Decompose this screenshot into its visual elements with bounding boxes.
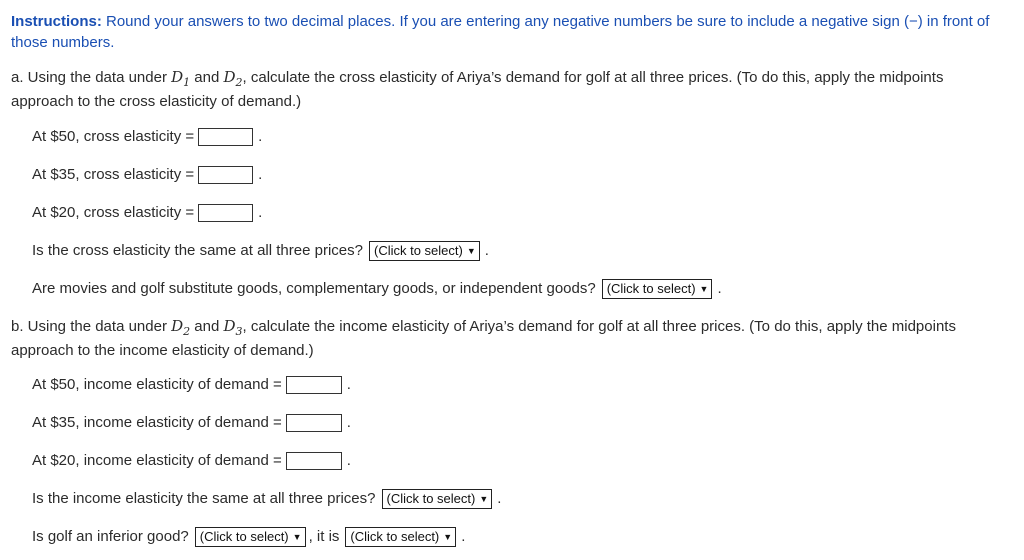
instructions — [11, 11, 991, 53]
income-elasticity-35-row — [32, 412, 351, 434]
d3-symbol: $D_3$ — [223, 317, 243, 338]
cross-elasticity-35-input[interactable] — [198, 166, 253, 184]
income-elasticity-20-input[interactable] — [286, 452, 342, 470]
goods-type-select[interactable] — [602, 279, 713, 299]
instructions-text: Round your answers to two decimal places. If you are entering any negative numbers be sure to include a negative sign (−) in front of those numbers. — [11, 13, 990, 51]
part-b-intro-text-1: b. Using the data under — [11, 318, 172, 335]
part-b-and: and — [190, 318, 224, 335]
part-b-intro — [11, 315, 991, 362]
income-elasticity-50-row — [32, 374, 351, 396]
period: . — [346, 376, 351, 393]
part-b-intro-text-2: , calculate the income elasticity of Ariya’s demand for golf at all three prices. (To do this, apply the midpoints approach to the income elasticity of demand.) — [11, 318, 956, 359]
cross-elasticity-35-row — [32, 164, 262, 186]
income-elasticity-50-input[interactable] — [286, 376, 342, 394]
income-same-row — [32, 488, 501, 510]
cross-elasticity-35-label: At $35, cross elasticity = — [32, 166, 195, 183]
part-a-intro — [11, 66, 991, 113]
period: . — [258, 166, 263, 183]
cross-elasticity-20-input[interactable] — [198, 204, 253, 222]
income-elasticity-20-label: At $20, income elasticity of demand = — [32, 452, 282, 469]
select-value: (Click to select) — [373, 243, 463, 258]
good-type-select[interactable] — [345, 527, 456, 547]
d2-symbol: $D_2$ — [223, 68, 243, 89]
income-same-question: Is the income elasticity the same at all three prices? — [32, 490, 376, 507]
cross-same-select[interactable] — [369, 241, 480, 261]
cross-elasticity-20-label: At $20, cross elasticity = — [32, 204, 195, 221]
period: . — [346, 414, 351, 431]
inferior-good-row — [32, 526, 465, 548]
goods-type-row — [32, 278, 722, 300]
instructions-label: Instructions: — [11, 13, 102, 30]
period: . — [346, 452, 351, 469]
d1-symbol: $D_1$ — [171, 68, 191, 89]
period: . — [258, 128, 263, 145]
period: . — [717, 280, 722, 297]
cross-same-question: Is the cross elasticity the same at all three prices? — [32, 242, 363, 259]
income-elasticity-20-row — [32, 450, 351, 472]
cross-same-row — [32, 240, 489, 262]
cross-elasticity-50-input[interactable] — [198, 128, 253, 146]
period: . — [461, 528, 466, 545]
select-value: (Click to select) — [350, 529, 440, 544]
period: . — [484, 242, 489, 259]
it-is-text: , it is — [308, 528, 340, 545]
income-elasticity-50-label: At $50, income elasticity of demand = — [32, 376, 282, 393]
goods-type-question: Are movies and golf substitute goods, complementary goods, or independent goods? — [32, 280, 596, 297]
chevron-down-icon: ▼ — [443, 531, 453, 542]
cross-elasticity-50-row — [32, 126, 262, 148]
cross-elasticity-20-row — [32, 202, 262, 224]
chevron-down-icon: ▼ — [292, 531, 302, 542]
inferior-good-question: Is golf an inferior good? — [32, 528, 189, 545]
chevron-down-icon: ▼ — [479, 493, 489, 504]
d2-symbol: $D_2$ — [171, 317, 191, 338]
chevron-down-icon: ▼ — [466, 245, 476, 256]
cross-elasticity-50-label: At $50, cross elasticity = — [32, 128, 195, 145]
period: . — [497, 490, 502, 507]
period: . — [258, 204, 263, 221]
inferior-good-select[interactable] — [195, 527, 306, 547]
income-elasticity-35-input[interactable] — [286, 414, 342, 432]
select-value: (Click to select) — [199, 529, 289, 544]
select-value: (Click to select) — [606, 281, 696, 296]
income-same-select[interactable] — [382, 489, 493, 509]
select-value: (Click to select) — [386, 491, 476, 506]
part-a-intro-text-1: a. Using the data under — [11, 69, 172, 86]
part-a-intro-text-2: , calculate the cross elasticity of Ariya’s demand for golf at all three prices. (To do this, apply the midpoints approach to the cross elasticity of demand.) — [11, 69, 944, 110]
part-a-and: and — [190, 69, 224, 86]
income-elasticity-35-label: At $35, income elasticity of demand = — [32, 414, 282, 431]
chevron-down-icon: ▼ — [699, 283, 709, 294]
